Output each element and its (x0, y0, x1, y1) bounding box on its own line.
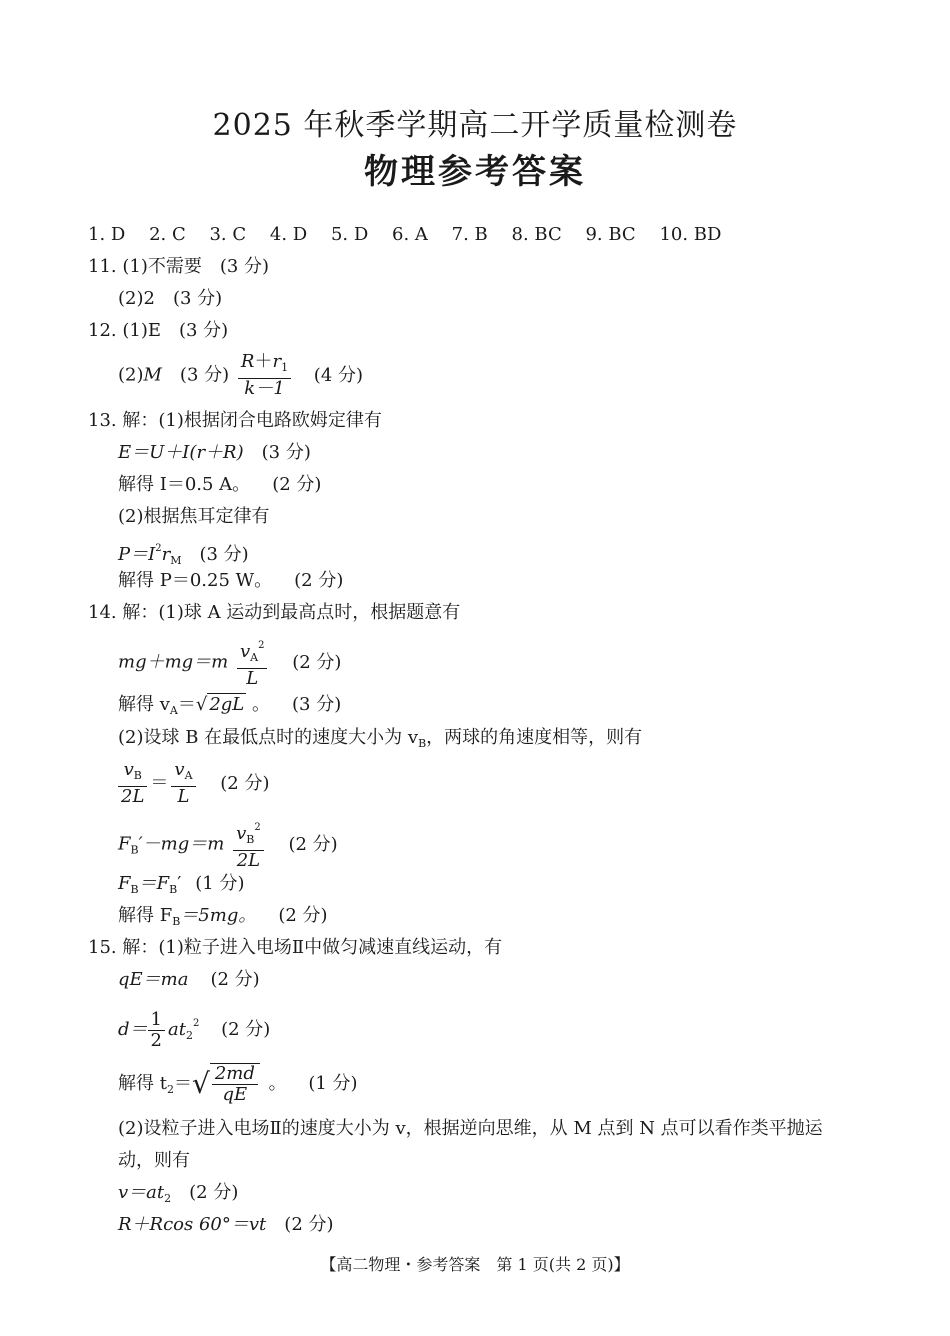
q12-line-2: (2)M (3 分) $\frac{R+r_1}{k-1}$ (4 分) (118, 351, 364, 399)
q15-line-5: (2)设粒子进入电场Ⅱ的速度大小为 v，根据逆向思维，从 M 点到 N 点可以看作类平抛运 (118, 1118, 823, 1139)
mc-answer: 6. A (392, 224, 428, 245)
mc-answer: 8. BC (511, 224, 562, 245)
q11-line-1: 11. (1)不需要 (3 分) (88, 256, 270, 277)
mc-answer: 3. C (209, 224, 247, 245)
q15-line-2: qE＝ma (2 分) (118, 969, 260, 990)
q14-line-6: $F_B'-mg=m$ $\frac{v_B^2}{2L}$ (2 分) (118, 818, 338, 873)
q13-line-2: E＝U＋I(r＋R) (3 分) (118, 442, 311, 463)
mc-answer: 10. BD (659, 224, 722, 245)
q13-line-3: 解得 I＝0.5 A。 (2 分) (118, 474, 322, 495)
q15-line-7: $v=at_2$ (2 分) (118, 1182, 239, 1205)
q14-line-4: (2)设球 B 在最低点时的速度大小为 $v_B$，两球的角速度相等，则有 (118, 727, 643, 750)
mc-answer: 7. B (451, 224, 488, 245)
mc-answer: 4. D (269, 224, 308, 245)
page-footer: 【高二物理・参考答案 第 1 页(共 2 页)】 (320, 1255, 630, 1274)
q15-line-1: 15. 解：(1)粒子进入电场Ⅱ中做匀减速直线运动，有 (88, 937, 503, 958)
q15-line-4: 解得 $t_2=√$ $\frac{2md}{qE}$ 。 (1 分) (118, 1063, 358, 1105)
q14-line-2: mg＋mg＝m $\frac{v_A^2}{L}$ (2 分) (118, 636, 341, 689)
q13-line-1: 13. 解：(1)根据闭合电路欧姆定律有 (88, 410, 382, 431)
q11-line-2: (2)2 (3 分) (118, 288, 223, 309)
q14-line-8: 解得 $F_B=5mg$。 (2 分) (118, 905, 328, 928)
q14-line-7: $F_B=F_B'$ (1 分) (118, 873, 245, 896)
q13-line-4: (2)根据焦耳定律有 (118, 506, 270, 527)
q14-line-3: 解得 $v_A=√$ 2gL 。 (3 分) (118, 694, 342, 717)
mc-answer: 5. D (330, 224, 369, 245)
q15-line-3: d＝ $\frac{1}{2}$ $at_2^2$ (2 分) (118, 1008, 271, 1051)
mc-answer: 2. C (149, 224, 186, 245)
mc-answers-row (88, 224, 721, 246)
q14-line-5: $\frac{v_B}{2L}$ ＝ $\frac{v_A}{L}$ (2 分) (118, 760, 269, 807)
q12-fraction: $\frac{R+r_1}{k-1}$ (238, 352, 291, 399)
q13-line-5: $P=I^2r_M$ (3 分) (118, 543, 249, 567)
mc-answer: 9. BC (585, 224, 636, 245)
q15-line-8: R＋Rcos 60°＝vt (2 分) (118, 1214, 334, 1235)
q15-line-6: 动，则有 (118, 1150, 190, 1171)
document-title: 2025 年秋季学期高二开学质量检测卷 (212, 108, 738, 143)
q13-line-6: 解得 P＝0.25 W。 (2 分) (118, 570, 344, 591)
q14-line-1: 14. 解：(1)球 A 运动到最高点时，根据题意有 (88, 602, 461, 623)
mc-answer: 1. D (88, 224, 126, 245)
q12-line-1: 12. (1)E (3 分) (88, 320, 229, 341)
document-subtitle: 物理参考答案 (364, 152, 586, 192)
